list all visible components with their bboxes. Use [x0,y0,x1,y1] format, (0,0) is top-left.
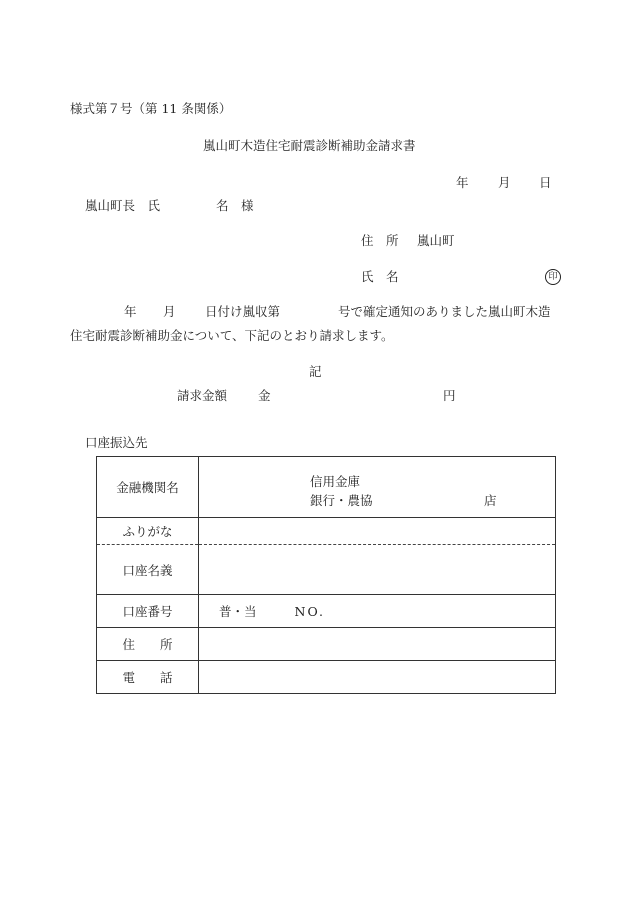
account-holder-field[interactable] [199,545,556,595]
phone-label: 電 話 [97,661,199,694]
date-day: 日 [539,175,552,190]
phone-field[interactable] [199,661,556,694]
branch-label: 店 [484,493,497,508]
bank-type-bottom: 銀行・農協 [310,493,373,508]
ki-heading: 記 [309,364,322,379]
seal-mark: 印 [545,269,561,285]
form-number: 様式第７号（第 11 条関係） [70,101,232,116]
table-row [97,628,556,661]
table-row [97,545,556,595]
table-row [97,518,556,545]
applicant-name-label: 氏 名 [361,269,399,284]
bank-section-heading: 口座振込先 [85,435,148,450]
address-label: 住 所 [97,628,199,661]
table-row [97,457,556,518]
bank-transfer-table [96,456,556,694]
bank-name-label: 金融機関名 [97,457,199,518]
date-year: 年 [456,175,469,190]
account-no-label: NO. [294,604,325,619]
address-field[interactable] [199,628,556,661]
amount-kin: 金 [258,388,271,403]
furigana-label: ふりがな [97,518,199,545]
body-month: 月 [163,304,176,319]
body-year: 年 [124,304,137,319]
applicant-address-value: 嵐山町 [417,233,455,248]
applicant-address-label: 住 所 [361,233,399,248]
amount-label: 請求金額 [177,388,228,403]
account-holder-label: 口座名義 [97,545,199,595]
table-row [97,661,556,694]
addressee-suffix: 名 様 [216,198,254,213]
date-month: 月 [498,175,511,190]
furigana-field[interactable] [199,518,556,545]
document-title: 嵐山町木造住宅耐震診断補助金請求書 [203,138,416,153]
account-number-label: 口座番号 [97,595,199,628]
account-type: 普・当 [219,604,257,619]
bank-type-top: 信用金庫 [310,474,361,489]
addressee-name: 嵐山町長 氏 [85,198,161,213]
body-text-line2: 住宅耐震診断補助金について、下記のとおり請求します。 [70,328,394,343]
amount-yen: 円 [443,388,456,403]
bank-name-field[interactable] [199,457,556,518]
account-number-field[interactable] [199,595,556,628]
body-text-a: 日付け嵐収第 [205,304,281,319]
table-row [97,595,556,628]
body-text-b: 号で確定通知のありました嵐山町木造 [338,304,551,319]
